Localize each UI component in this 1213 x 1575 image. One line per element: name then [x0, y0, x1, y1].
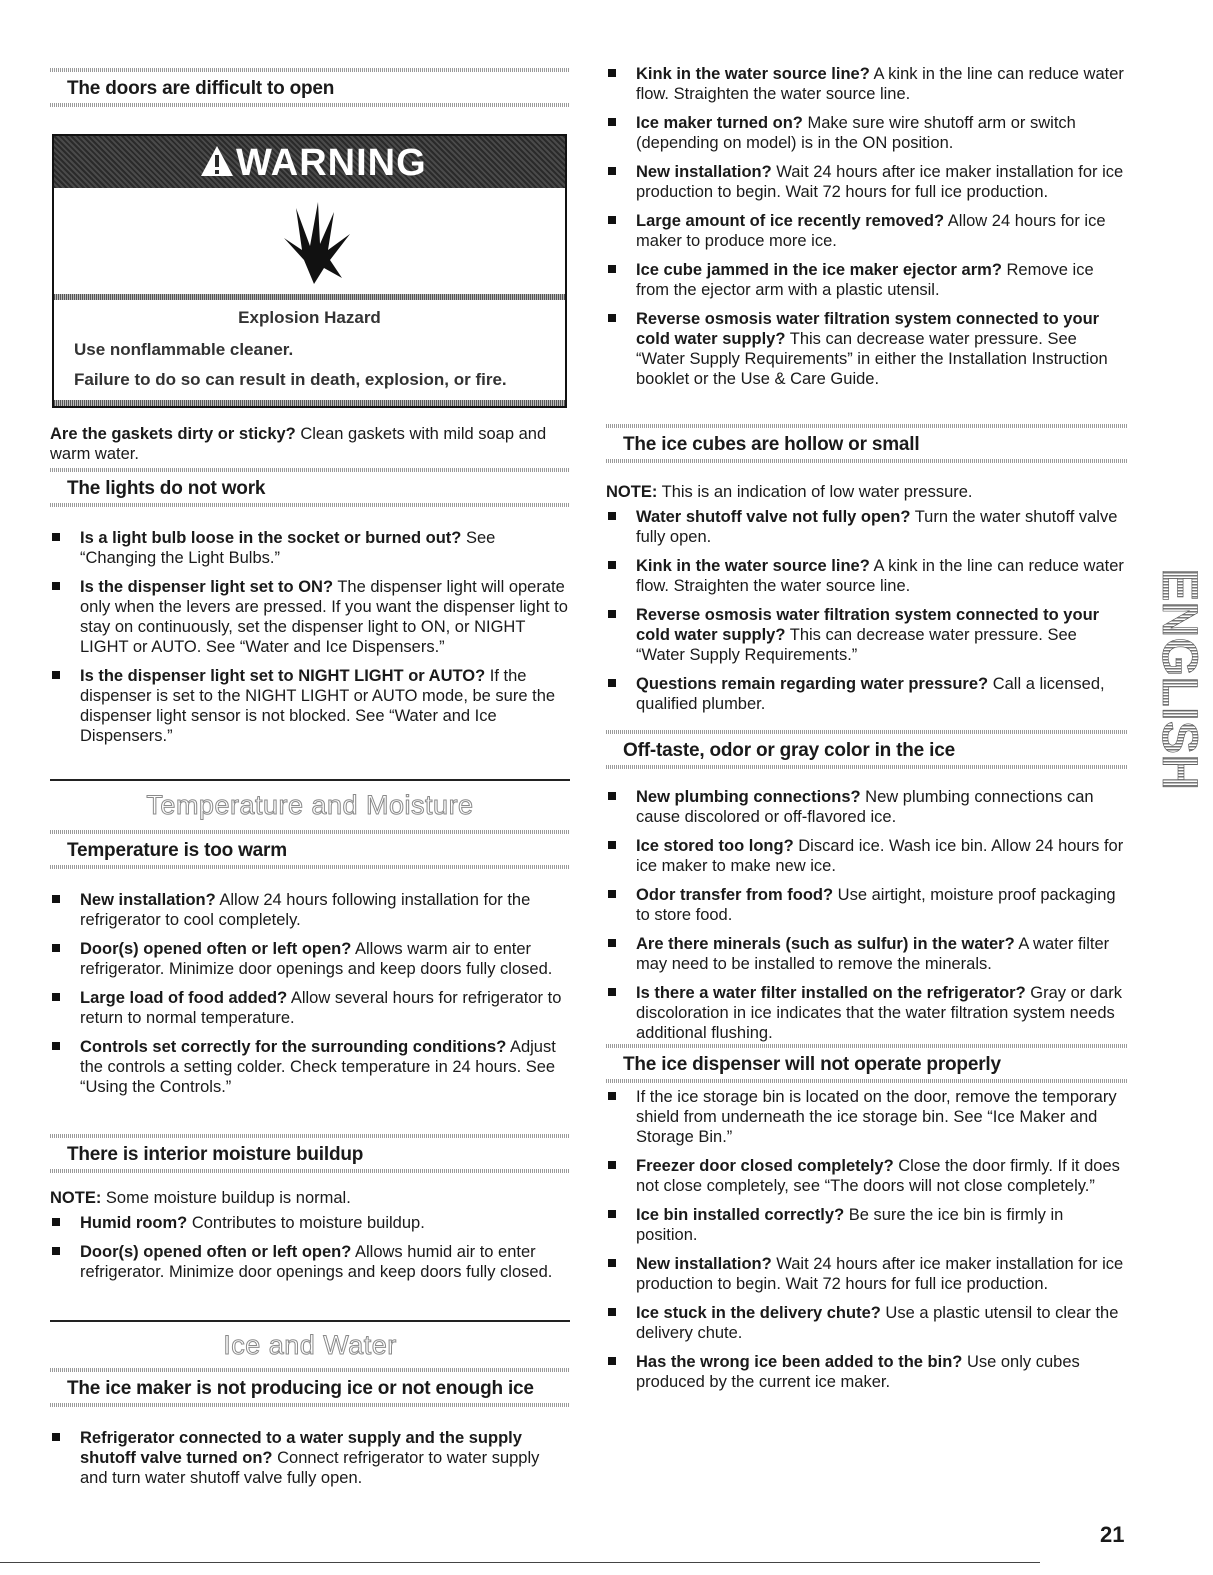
dotted-rule — [50, 1169, 570, 1173]
list-item: Reverse osmosis water filtration system connected to your cold water supply? This can decrease water pressure. See “Water Supply Requirements” in either the Installation Instruction booklet or the Use & Care Guide. — [606, 309, 1128, 389]
bullet-icon — [52, 993, 60, 1001]
list-item: New plumbing connections? New plumbing connections can cause discolored or off-flavored ice. — [606, 787, 1128, 827]
bullet-icon — [608, 841, 616, 849]
icemaker-list — [50, 1428, 570, 1488]
bullet-icon — [52, 1433, 60, 1441]
list-item: Ice cube jammed in the ice maker ejector arm? Remove ice from the ejector arm with a plastic utensil. — [606, 260, 1128, 300]
bullet-icon — [608, 792, 616, 800]
taste-list — [606, 787, 1128, 1043]
section-taste — [606, 730, 1128, 769]
list-item: Is there a water filter installed on the refrigerator? Gray or dark discoloration in ice indicates that the water filtration system needs additional flushing. — [606, 983, 1128, 1043]
list-item: New installation? Allow 24 hours following installation for the refrigerator to cool completely. — [50, 890, 570, 930]
bullet-icon — [608, 265, 616, 273]
section-hollow — [606, 424, 1128, 463]
list-item: Ice stuck in the delivery chute? Use a plastic utensil to clear the delivery chute. — [606, 1303, 1128, 1343]
bullet-icon — [608, 561, 616, 569]
category-title: Ice and Water — [223, 1330, 397, 1360]
bullet-icon — [608, 988, 616, 996]
bullet-icon — [52, 1247, 60, 1255]
warning-line: Failure to do so can result in death, explosion, or fire. — [74, 370, 507, 389]
dotted-rule — [50, 103, 570, 107]
hollow-list — [606, 482, 1128, 714]
section-moisture — [50, 1134, 570, 1173]
language-tab-label: ENGLISH — [1151, 568, 1208, 791]
bullet-icon — [608, 890, 616, 898]
warning-header — [54, 136, 565, 188]
bullet-icon — [608, 1092, 616, 1100]
gaskets-question: Are the gaskets dirty or sticky? Clean gaskets with mild soap and warm water. — [50, 425, 547, 463]
bullet-icon — [608, 1308, 616, 1316]
section-lights — [50, 468, 570, 507]
bullet-icon — [608, 118, 616, 126]
section-title: The ice maker is not producing ice or not enough ice — [67, 1378, 534, 1399]
list-item: Odor transfer from food? Use airtight, moisture proof packaging to store food. — [606, 885, 1128, 925]
dotted-rule — [606, 459, 1128, 463]
list-item: Is a light bulb loose in the socket or burned out? See “Changing the Light Bulbs.” — [50, 528, 570, 568]
bullet-icon — [608, 1161, 616, 1169]
bullet-icon — [608, 512, 616, 520]
section-doors — [50, 68, 570, 107]
dotted-rule — [606, 765, 1128, 769]
list-item: Door(s) opened often or left open? Allows humid air to enter refrigerator. Minimize door openings and keep doors fully closed. — [50, 1242, 570, 1282]
language-tab-graphic — [1150, 562, 1208, 854]
bullet-icon — [608, 1259, 616, 1267]
bullet-icon — [608, 1357, 616, 1365]
list-item: Questions remain regarding water pressure? Call a licensed, qualified plumber. — [606, 674, 1128, 714]
continued-list — [606, 64, 1128, 389]
section-title: The lights do not work — [67, 478, 266, 499]
dotted-rule — [50, 503, 570, 507]
category-title: Temperature and Moisture — [146, 790, 474, 820]
list-item: Water shutoff valve not fully open? Turn the water shutoff valve fully open. — [606, 507, 1128, 547]
section-icemaker — [50, 1368, 570, 1407]
dotted-rule — [50, 865, 570, 869]
list-item: Kink in the water source line? A kink in the line can reduce water flow. Straighten the water source line. — [606, 64, 1128, 104]
dispenser-list — [606, 1087, 1128, 1392]
list-item: Is the dispenser light set to NIGHT LIGHT or AUTO? If the dispenser is set to the NIGHT LIGHT or AUTO mode, be sure the dispenser light sensor is not blocked. See “Water and Ice Dispensers.” — [50, 666, 570, 746]
bullet-icon — [608, 1210, 616, 1218]
note: NOTE: This is an indication of low water pressure. — [606, 483, 973, 501]
list-item: If the ice storage bin is located on the door, remove the temporary shield from underneath the ice storage bin. See “Ice Maker and Storage Bin.” — [606, 1087, 1128, 1147]
list-item: Reverse osmosis water filtration system connected to your cold water supply? This can decrease water pressure. See “Water Supply Requirements.” — [606, 605, 1128, 665]
temperature-list — [50, 890, 570, 1097]
list-item: Large amount of ice recently removed? Allow 24 hours for ice maker to produce more ice. — [606, 211, 1128, 251]
list-item: Refrigerator connected to a water supply and the supply shutoff valve turned on? Connect refrigerator to water supply and turn water shutoff valve fully open. — [50, 1428, 570, 1488]
section-title: There is interior moisture buildup — [67, 1144, 364, 1165]
bullet-icon — [608, 610, 616, 618]
list-item: Has the wrong ice been added to the bin? Use only cubes produced by the current ice maker. — [606, 1352, 1128, 1392]
list-item: Large load of food added? Allow several hours for refrigerator to return to normal temperature. — [50, 988, 570, 1028]
bullet-icon — [52, 671, 60, 679]
list-item: Is the dispenser light set to ON? The dispenser light will operate only when the levers are pressed. If you want the dispenser light to stay on continuously, set the dispenser light to ON, or NIGHT LIGHT or AUTO. See “Water and Ice Dispensers.” — [50, 577, 570, 657]
list-item: Freezer door closed completely? Close the door firmly. If it does not close completely, see “The doors will not close completely.” — [606, 1156, 1128, 1196]
page-number: 21 — [1100, 1522, 1125, 1547]
section-title: The doors are difficult to open — [67, 78, 335, 99]
moisture-list — [50, 1188, 570, 1282]
dotted-rule — [50, 1403, 570, 1407]
warning-box — [52, 134, 567, 408]
bottom-rule — [0, 1562, 1040, 1563]
lights-list — [50, 528, 570, 746]
bullet-icon — [52, 1042, 60, 1050]
warning-word: WARNING — [236, 142, 427, 184]
section-dispenser — [606, 1044, 1128, 1083]
section-title: The ice cubes are hollow or small — [623, 434, 920, 455]
bullet-icon — [52, 944, 60, 952]
category-divider — [50, 1320, 570, 1322]
note: NOTE: Some moisture buildup is normal. — [50, 1189, 351, 1207]
warning-bottom-bar — [54, 400, 565, 406]
section-title: Off-taste, odor or gray color in the ice — [623, 740, 955, 761]
bullet-icon — [52, 533, 60, 541]
bullet-icon — [608, 167, 616, 175]
bullet-icon — [52, 1218, 60, 1226]
category-divider — [50, 779, 570, 781]
section-title: The ice dispenser will not operate properly — [623, 1054, 1001, 1075]
list-item: Humid room? Contributes to moisture buildup. — [50, 1213, 570, 1233]
list-item: New installation? Wait 24 hours after ice maker installation for ice production to begin. Wait 72 hours for full ice production. — [606, 162, 1128, 202]
bullet-icon — [608, 216, 616, 224]
bullet-icon — [52, 582, 60, 590]
warning-triangle-icon — [200, 144, 234, 178]
warning-separator — [54, 294, 565, 300]
section-temperature — [50, 830, 570, 869]
list-item: Ice maker turned on? Make sure wire shutoff arm or switch (depending on model) is in the ON position. — [606, 113, 1128, 153]
hazard-label: Explosion Hazard — [238, 308, 381, 327]
list-item: Door(s) opened often or left open? Allows warm air to enter refrigerator. Minimize door openings and keep doors fully closed. — [50, 939, 570, 979]
dotted-rule — [606, 1079, 1128, 1083]
list-item: Ice bin installed correctly? Be sure the ice bin is firmly in position. — [606, 1205, 1128, 1245]
bullet-icon — [608, 69, 616, 77]
list-item: New installation? Wait 24 hours after ice maker installation for ice production to begin. Wait 72 hours for full ice production. — [606, 1254, 1128, 1294]
list-item: Ice stored too long? Discard ice. Wash ice bin. Allow 24 hours for ice maker to make new ice. — [606, 836, 1128, 876]
bullet-icon — [608, 939, 616, 947]
list-item: Are there minerals (such as sulfur) in the water? A water filter may need to be installed to remove the minerals. — [606, 934, 1128, 974]
explosion-icon — [274, 198, 354, 284]
warning-line: Use nonflammable cleaner. — [74, 340, 294, 359]
language-side-tab — [1150, 562, 1208, 854]
bullet-icon — [608, 679, 616, 687]
bullet-icon — [608, 314, 616, 322]
section-title: Temperature is too warm — [67, 840, 287, 861]
list-item: Kink in the water source line? A kink in the line can reduce water flow. Straighten the water source line. — [606, 556, 1128, 596]
list-item: Controls set correctly for the surrounding conditions? Adjust the controls a setting colder. Check temperature in 24 hours. See “Using the Controls.” — [50, 1037, 570, 1097]
bullet-icon — [52, 895, 60, 903]
